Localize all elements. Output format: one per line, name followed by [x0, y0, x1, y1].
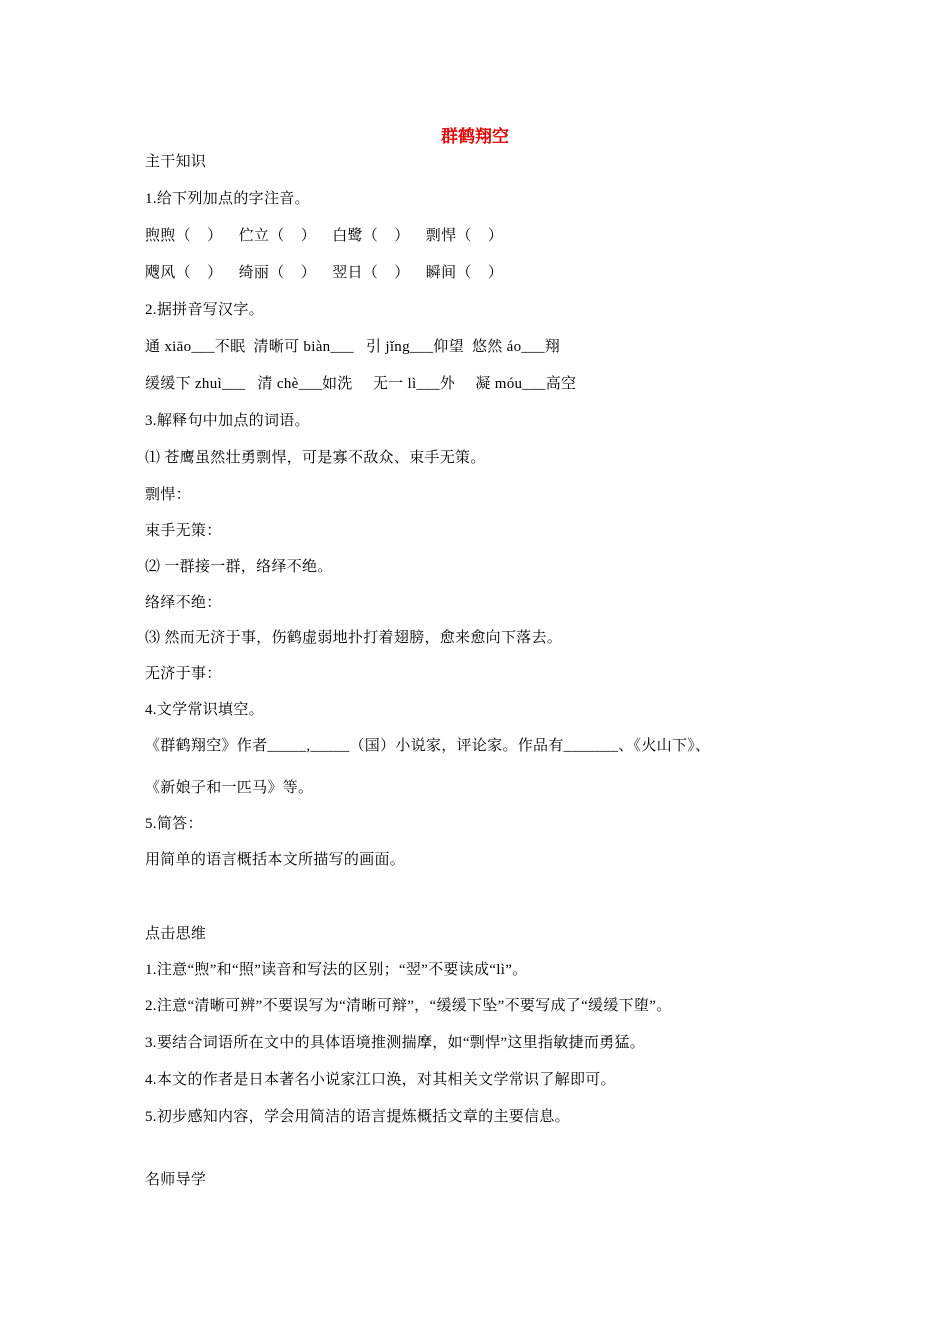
tip-3: 3.要结合词语所在文中的具体语境推测揣摩，如“剽悍”这里指敏捷而勇猛。	[145, 1035, 646, 1051]
question-5-prompt: 用简单的语言概括本文所描写的画面。	[145, 852, 406, 868]
section-heading-main-knowledge: 主干知识	[145, 154, 207, 170]
tip-1: 1.注意“煦”和“照”读音和写法的区别；“翌”不要读成“lì”。	[145, 962, 528, 978]
question-2-row-2: 缓缓下 zhuì___ 清 chè___如洗 无一 lì___外 凝 móu___高空	[145, 376, 577, 392]
question-3-sentence-2: ⑵ 一群接一群，络绎不绝。	[145, 559, 333, 575]
question-3-sentence-1: ⑴ 苍鹰虽然壮勇剽悍，可是寡不敌众、束手无策。	[145, 450, 486, 466]
question-3-term-1: 剽悍：	[145, 487, 191, 503]
document-title: 群鹤翔空	[441, 127, 509, 147]
question-4-text-line-2: 《新娘子和一匹马》等。	[145, 780, 314, 796]
section-heading-thinking: 点击思维	[145, 926, 207, 942]
question-3-term-2: 束手无策：	[145, 523, 222, 539]
tip-5: 5.初步感知内容，学会用简洁的语言提炼概括文章的主要信息。	[145, 1109, 570, 1125]
question-2-heading: 2.据拼音写汉字。	[145, 302, 264, 318]
question-1-heading: 1.给下列加点的字注音。	[145, 191, 310, 207]
question-2-row-1: 通 xiāo___不眠 清晰可 biàn___ 引 jǐng___仰望 悠然 áo___翔	[145, 339, 561, 355]
tip-4: 4.本文的作者是日本著名小说家江口涣，对其相关文学常识了解即可。	[145, 1072, 616, 1088]
tip-2: 2.注意“清晰可辨”不要误写为“清晰可辩”，“缓缓下坠”不要写成了“缓缓下堕”。	[145, 998, 672, 1014]
question-3-sentence-3: ⑶ 然而无济于事，伤鹤虚弱地扑打着翅膀，愈来愈向下落去。	[145, 630, 563, 646]
question-1-row-1: 煦煦（ ） 伫立（ ） 白鹭（ ） 剽悍（ ）	[145, 228, 504, 244]
question-3-term-3: 络绎不绝：	[145, 595, 222, 611]
question-4-heading: 4.文学常识填空。	[145, 702, 264, 718]
question-3-term-4: 无济于事：	[145, 666, 222, 682]
section-heading-teacher-guide: 名师导学	[145, 1172, 207, 1188]
question-5-heading: 5.简答：	[145, 816, 203, 832]
question-4-text-line-1: 《群鹤翔空》作者_____,_____（国）小说家，评论家。作品有_______、《火山下》、	[145, 738, 711, 754]
question-3-heading: 3.解释句中加点的词语。	[145, 413, 310, 429]
question-1-row-2: 飕风（ ） 绮丽（ ） 翌日（ ） 瞬间（ ）	[145, 265, 504, 281]
